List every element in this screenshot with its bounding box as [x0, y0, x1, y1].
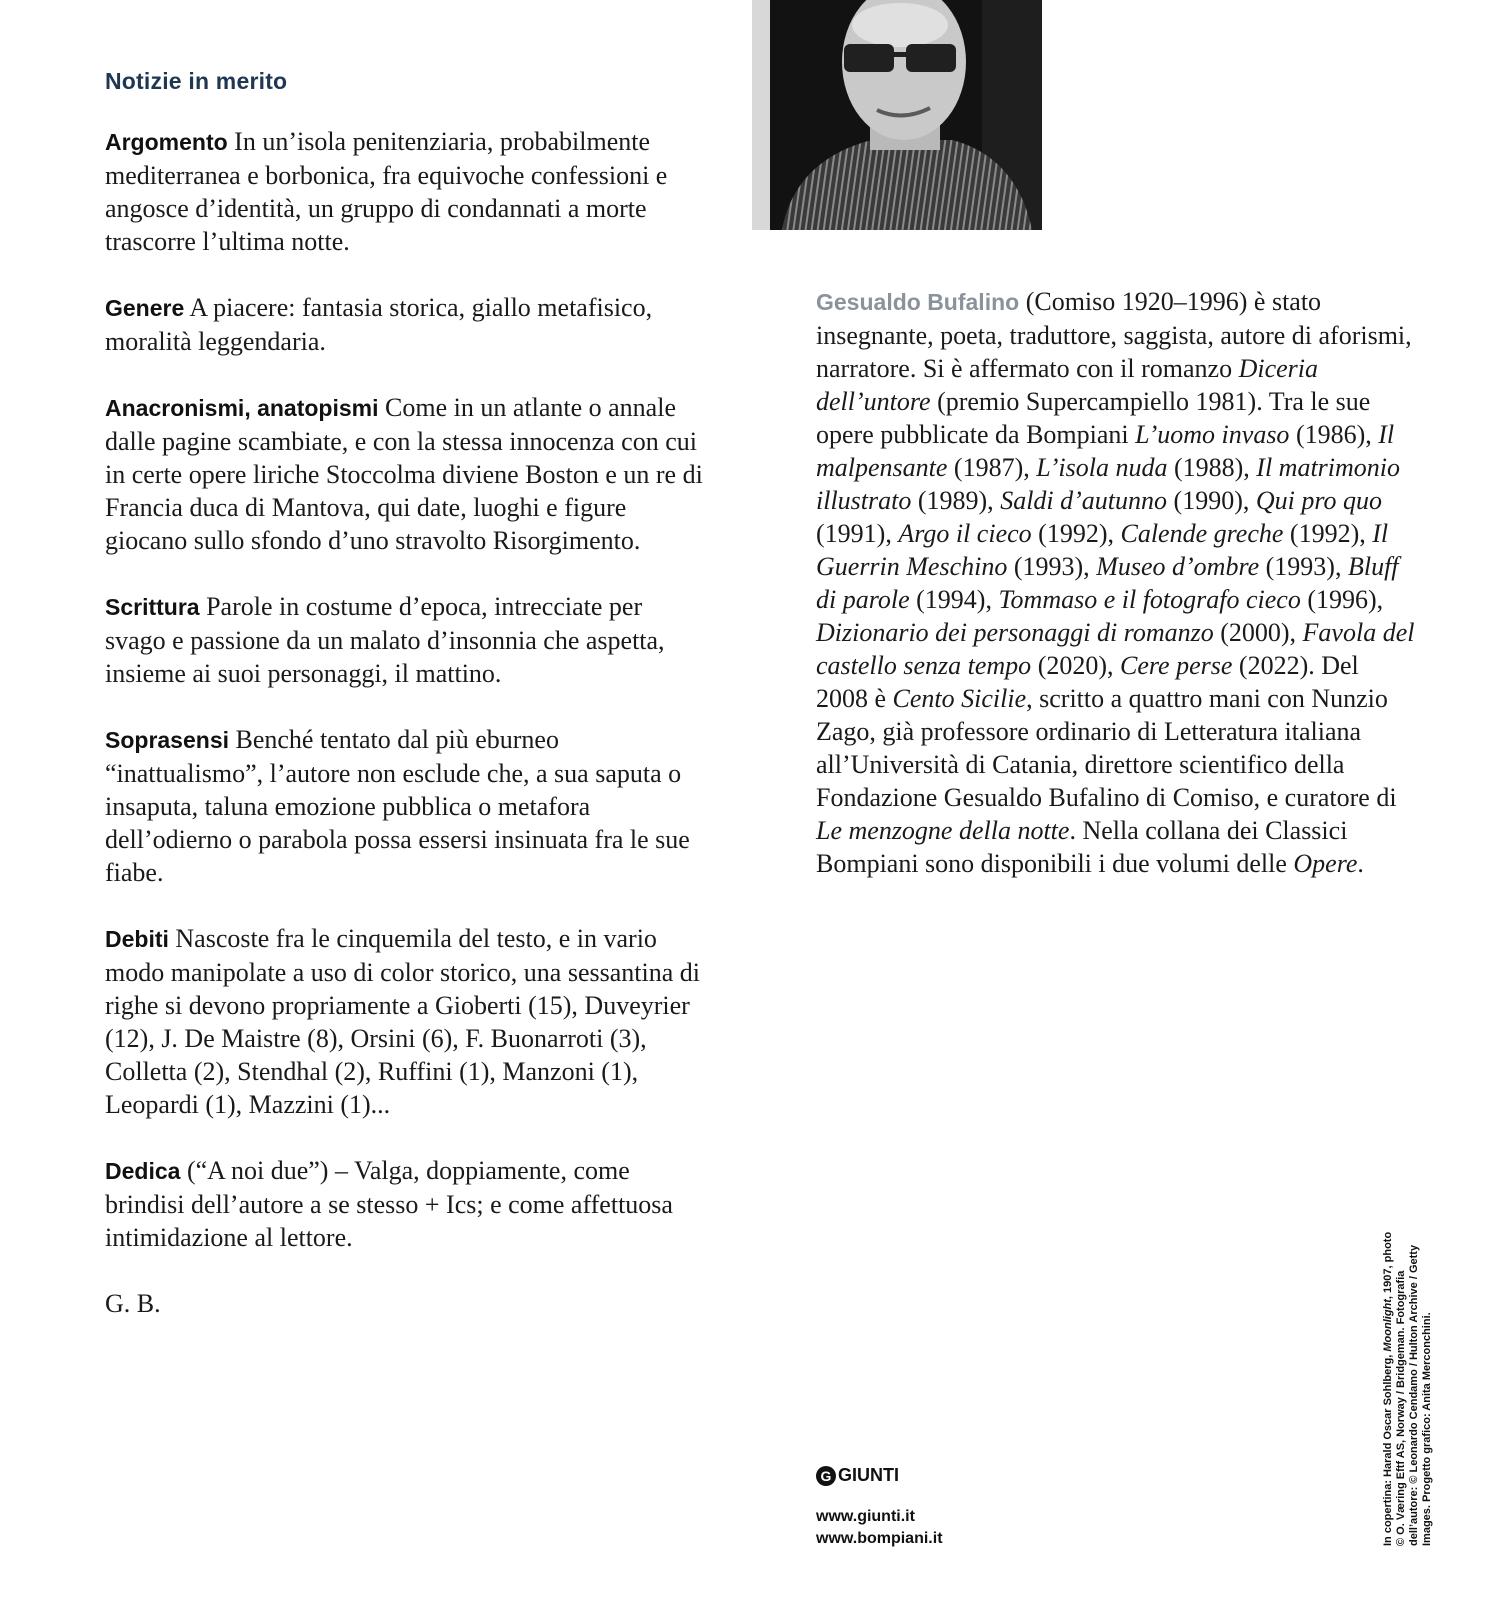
- book-title: Favola del castello senza tempo: [816, 618, 1415, 680]
- entry-term: Debiti: [105, 926, 169, 952]
- author-bio: [816, 285, 1416, 880]
- giunti-website-link[interactable]: www.giunti.it: [816, 1508, 915, 1525]
- bio-text: (1986),: [1289, 420, 1379, 449]
- entry-term: Genere: [105, 295, 185, 321]
- book-title: Il Guerrin Meschino: [816, 519, 1389, 581]
- entry-term: Anacronismi, anatopismi: [105, 395, 379, 421]
- publisher-block: [816, 1465, 943, 1550]
- credits-text: In copertina: Harald Oscar Sohlberg,: [1382, 1351, 1394, 1546]
- bio-text: (2000),: [1213, 618, 1303, 647]
- book-title: Le menzogne della notte: [816, 816, 1070, 845]
- book-title: L’uomo invaso: [1135, 420, 1290, 449]
- entry-debiti: [105, 922, 705, 1121]
- entry-text: In un’isola penitenziaria, probabilmente mediterranea e borbonica, fra equivoche confessioni e angosce d’identità, un gruppo di condannati a morte trascorre l’ultima notte.: [105, 127, 668, 256]
- book-title: L’isola nuda: [1036, 453, 1168, 482]
- image-credits: [1382, 1226, 1434, 1546]
- bio-text: (Comiso 1920–1996) è stato insegnante, poeta, traduttore, saggista, autore di aforismi, narratore. Si è affermato con il romanzo: [816, 287, 1412, 383]
- bio-text: (premio Supercampiello 1981). Tra le sue opere pubblicate da Bompiani: [816, 387, 1371, 449]
- bio-text: (2022). Del 2008 è: [816, 651, 1359, 713]
- entry-text: Nascoste fra le cinquemila del testo, e in vario modo manipolate a uso di color storico, una sessantina di righe si devono propriamente a Gioberti (15), Duveyrier (12), J. De Maistre (8), Orsini (6), F. Buonarroti (3), Colletta (2), Stendhal (2), Ruffini (1), Manzoni (1), Leopardi (1), Mazzini (1)...: [105, 924, 700, 1119]
- bio-text: (1988),: [1167, 453, 1257, 482]
- book-title: Diceria dell’untore: [816, 354, 1318, 416]
- signature: G. B.: [105, 1289, 161, 1318]
- giunti-logo-text: GIUNTI: [838, 1465, 899, 1485]
- entry-soprasensi: [105, 723, 705, 889]
- bio-text: (1987),: [947, 453, 1037, 482]
- book-title: Museo d’ombre: [1096, 552, 1260, 581]
- book-title: Calende greche: [1120, 519, 1284, 548]
- section-title: Notizie in merito: [105, 68, 288, 94]
- bio-text: (1992),: [1283, 519, 1373, 548]
- book-title: Qui pro quo: [1255, 486, 1383, 515]
- bio-text: (1994),: [909, 585, 999, 614]
- entry-term: Argomento: [105, 129, 228, 155]
- bio-text: (1993),: [1259, 552, 1348, 581]
- bio-text: , scritto a quattro mani con Nunzio Zago, già professore ordinario di Letteratura italiana all’Università di Catania, direttore scientifico della Fondazione Gesualdo Bufalino di Comiso, e curatore di: [816, 684, 1397, 812]
- entry-text: A piacere: fantasia storica, giallo metafisico, moralità leggendaria.: [105, 293, 653, 356]
- entry-text: Come in un atlante o annale dalle pagine scambiate, e con la stessa innocenza con cui in certe opere liriche Stoccolma diviene Boston e un re di Francia duca di Mantova, qui date, luoghi e figure giocano sullo sfondo d’uno stravolto Risorgimento.: [105, 393, 703, 555]
- entry-text: Parole in costume d’epoca, intrecciate per svago e passione da un malato d’insonnia che aspetta, insieme ai suoi personaggi, il mattino.: [105, 592, 665, 688]
- entry-text: Benché tentato dal più eburneo “inattualismo”, l’autore non esclude che, a sua saputa o insaputa, taluna emozione pubblica o metafora dell’odierno o parabola possa essersi insinuata fra le sue fiabe.: [105, 725, 690, 887]
- notes-column: [105, 68, 705, 1320]
- giunti-logo: [816, 1465, 943, 1486]
- entry-scrittura: [105, 590, 705, 690]
- book-title: Tommaso e il fotografo cieco: [998, 585, 1301, 614]
- entry-term: Dedica: [105, 1158, 181, 1184]
- entry-argomento: [105, 125, 705, 258]
- bio-text: (1989),: [911, 486, 1001, 515]
- entry-term: Scrittura: [105, 594, 200, 620]
- book-title: Argo il cieco: [898, 519, 1032, 548]
- author-photo: [752, 0, 1042, 230]
- entry-genere: [105, 291, 705, 358]
- giunti-g-icon: G: [816, 1466, 836, 1486]
- cover-artwork-title: Moonlight: [1382, 1299, 1394, 1352]
- book-title: Bluff di parole: [816, 552, 1399, 614]
- bio-text: (1990),: [1167, 486, 1256, 515]
- book-title: Dizionario dei personaggi di romanzo: [816, 618, 1214, 647]
- book-title: Il matrimonio illustrato: [816, 453, 1401, 515]
- bio-text: .: [1357, 849, 1364, 878]
- bio-text: (1993),: [1007, 552, 1097, 581]
- credits-text: , 1907, photo © O. Væring Eftf AS, Norway / Bridgeman. Fotografia dell’autore: © Leonardo Cendamo / Hulton Archive / Getty Images. Progetto grafico: Anita Merconchini.: [1382, 1231, 1433, 1546]
- book-title: Opere: [1293, 849, 1358, 878]
- book-title: Saldi d’autunno: [1000, 486, 1168, 515]
- book-title: Cere perse: [1120, 651, 1233, 680]
- bio-text: (1996),: [1300, 585, 1384, 614]
- bio-text: (1992),: [1031, 519, 1121, 548]
- entry-text: (“A noi due”) – Valga, doppiamente, come brindisi dell’autore a se stesso + Ics; e come affettuosa intimidazione al lettore.: [105, 1156, 673, 1252]
- author-portrait-image: [752, 0, 1042, 230]
- bio-text: (2020),: [1031, 651, 1121, 680]
- bio-text: . Nella collana dei Classici Bompiani sono disponibili i due volumi delle: [816, 816, 1348, 878]
- author-name: Gesualdo Bufalino: [816, 289, 1020, 315]
- book-title: Cento Sicilie: [892, 684, 1027, 713]
- entry-anacronismi: [105, 391, 705, 557]
- bio-text: (1991),: [816, 519, 899, 548]
- entry-term: Soprasensi: [105, 727, 229, 753]
- book-title: Il malpensante: [816, 420, 1395, 482]
- entry-dedica: [105, 1154, 705, 1254]
- bompiani-website-link[interactable]: www.bompiani.it: [816, 1530, 943, 1547]
